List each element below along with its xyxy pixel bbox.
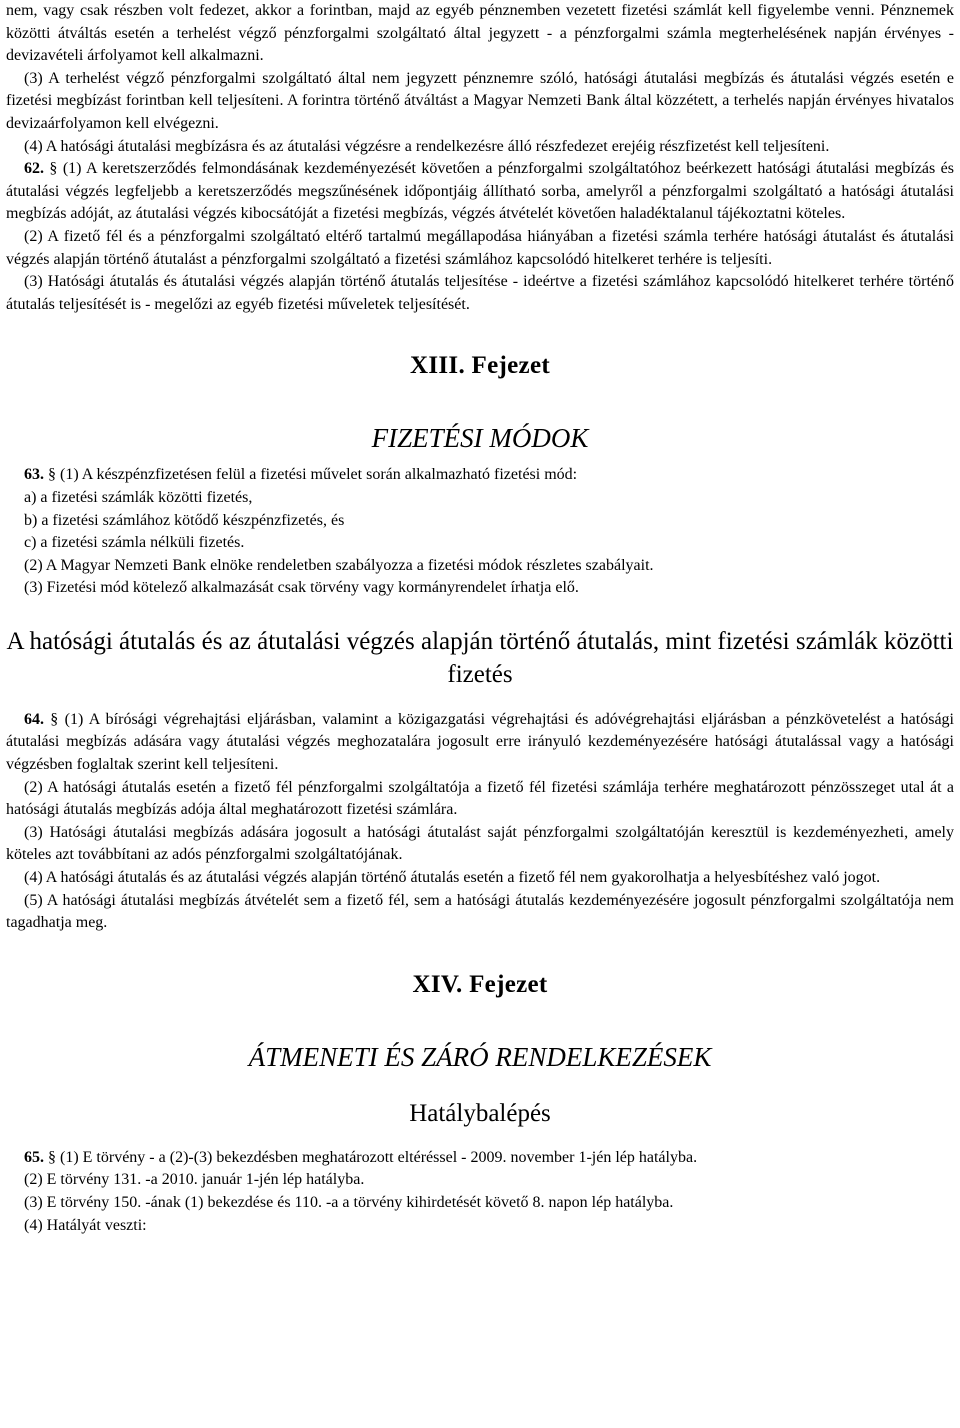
subtitle-heading: A hatósági átutalás és az átutalási végzés alapján történő átutalás, mint fizetési számlák közötti fizetés [6, 627, 954, 688]
section-65-paragraph-3: (3) E törvény 150. -ának (1) bekezdése és 110. -a a törvény kihirdetését követő 8. napon lép hatályba. [24, 1194, 674, 1211]
subtitle-heading: Hatálybalépés [409, 1099, 551, 1127]
paragraph-continuation: nem, vagy csak részben volt fedezet, akkor a forintban, majd az egyéb pénznemben vezetett fizetési számlát kell figyelembe venni. Pénznemek közötti átváltás esetén a terhelést végző pénzforgalmi szolgáltató által jegyzett - a pénzforgalmi számla megterhelésének napján érvényes - devizavételi árfolyamot kell alkalmazni. [6, 2, 954, 65]
section-number: 65. [24, 1148, 44, 1166]
section-64-paragraph-3: (3) Hatósági átutalási megbízás adására jogosult a hatósági átutalást saját pénzforgalmi szolgáltatóján keresztül is kezdeményezheti, amely köteles azt továbbítani az adós pénzforgalmi szolgáltatójának. [6, 823, 954, 864]
section-62-paragraph-3: (3) Hatósági átutalás és átutalási végzés alapján történő átutalás teljesítése - ideértve a fizetési számlához kapcsolódó hitelkeret terhére történő átutalás teljesítését is - megelőzi az egyéb fizetési műveletek teljesítését. [6, 273, 954, 313]
section-64-paragraph-2: (2) A hatósági átutalás esetén a fizető fél pénzforgalmi szolgáltatója a fizető fél fizetési számlája terhére meghatározott pénzösszeget utal át a hatósági átutalás megbízás adója által meghatározott fizetési számlára. [6, 778, 954, 819]
chapter-title: ÁTMENETI ÉS ZÁRÓ RENDELKEZÉSEK [248, 1041, 712, 1072]
list-item-a: a) a fizetési számlák közötti fizetés, [24, 488, 253, 506]
section-number: 62. [24, 160, 44, 178]
chapter-heading: XIII. Fejezet [410, 352, 550, 380]
paragraph-61-4: (4) A hatósági átutalási megbízásra és az átutalási végzésre a rendelkezésre álló részfedezet erejéig részfizetést kell teljesíteni. [24, 137, 830, 155]
chapter-title: FIZETÉSI MÓDOK [371, 423, 589, 454]
list-item-c: c) a fizetési számla nélküli fizetés. [24, 534, 245, 552]
section-text: § (1) A készpénzfizetésen felül a fizetési művelet során alkalmazható fizetési mód: [44, 466, 578, 484]
section-64-paragraph-4: (4) A hatósági átutalás és az átutalási végzés alapján történő átutalás esetén a fizető fél nem gyakorolhatja a helyesbítéshez való jogot. [24, 869, 881, 887]
chapter-heading: XIV. Fejezet [412, 970, 548, 998]
section-text: § (1) E törvény - a (2)-(3) bekezdésben meghatározott eltéréssel - 2009. november 1-jén lép hatályba. [44, 1148, 698, 1166]
section-text: § (1) A keretszerződés felmondásának kezdeményezését követően a pénzforgalmi szolgáltatóhoz beérkezett hatósági átutalási megbízás és átutalási végzés legfeljebb a keretszerződés megszűnésének időpontjáig állítható sorba, amelyről a pénzforgalmi szolgáltató a hatósági átutalási megbízás adóját, az átutalási végzés kibocsátóját a fizetési megbízás, végzés átvételét követően haladéktalanul tájékoztatni köteles. [6, 160, 954, 223]
section-65-paragraph-1 [6, 1147, 954, 1170]
section-62-paragraph-2: (2) A fizető fél és a pénzforgalmi szolgáltató eltérő tartalmú megállapodása hiányában a fizetési számla terhére hatósági átutalást és átutalási végzés alapján történő átutalást a pénzforgalmi szolgáltató a fizetési számlához kapcsolódó hitelkeret terhére is teljesíti. [6, 227, 954, 268]
section-65-paragraph-4: (4) Hatályát veszti: [24, 1216, 147, 1234]
section-64-paragraph-1 [6, 709, 954, 777]
paragraph-61-3: (3) A terhelést végző pénzforgalmi szolgáltató által nem jegyzett pénznemre szóló, hatósági átutalási megbízás és átutalási végzés esetén e fizetési megbízást forintban kell teljesíteni. A forintra történő átváltást a Magyar Nemzeti Bank által közzétett, a terhelés napján érvényes hivatalos devizaárfolyamon kell elvégezni. [6, 69, 954, 132]
section-number: 63. [24, 466, 44, 484]
section-62-paragraph-1 [6, 158, 954, 226]
section-text: § (1) A bírósági végrehajtási eljárásban, valamint a közigazgatási végrehajtási és adóvégrehajtási eljárásban a pénzkövetelést a hatósági átutalási megbízás adására vagy átutalási végzés meghozatalára jogosult erre irányuló kezdeményezésére hatósági átutalással vagy a hatósági végzésben foglaltak szerint kell teljesíteni. [6, 710, 954, 774]
section-63-paragraph-2: (2) A Magyar Nemzeti Bank elnöke rendeletben szabályozza a fizetési módok részletes szabályait. [24, 556, 654, 574]
section-64-paragraph-5: (5) A hatósági átutalási megbízás átvételét sem a fizető fél, sem a hatósági átutalás kezdeményezésére jogosult pénzforgalmi szolgáltatója nem tagadhatja meg. [6, 891, 954, 932]
section-number: 64. [24, 710, 44, 728]
section-63-paragraph-1 [6, 464, 954, 487]
list-item-b: b) a fizetési számlához kötődő készpénzfizetés, és [24, 511, 345, 529]
document-page [6, 0, 954, 1237]
section-65-paragraph-2: (2) E törvény 131. -a 2010. január 1-jén lép hatályba. [24, 1171, 365, 1189]
section-63-paragraph-3: (3) Fizetési mód kötelező alkalmazását csak törvény vagy kormányrendelet írhatja elő. [24, 579, 579, 597]
